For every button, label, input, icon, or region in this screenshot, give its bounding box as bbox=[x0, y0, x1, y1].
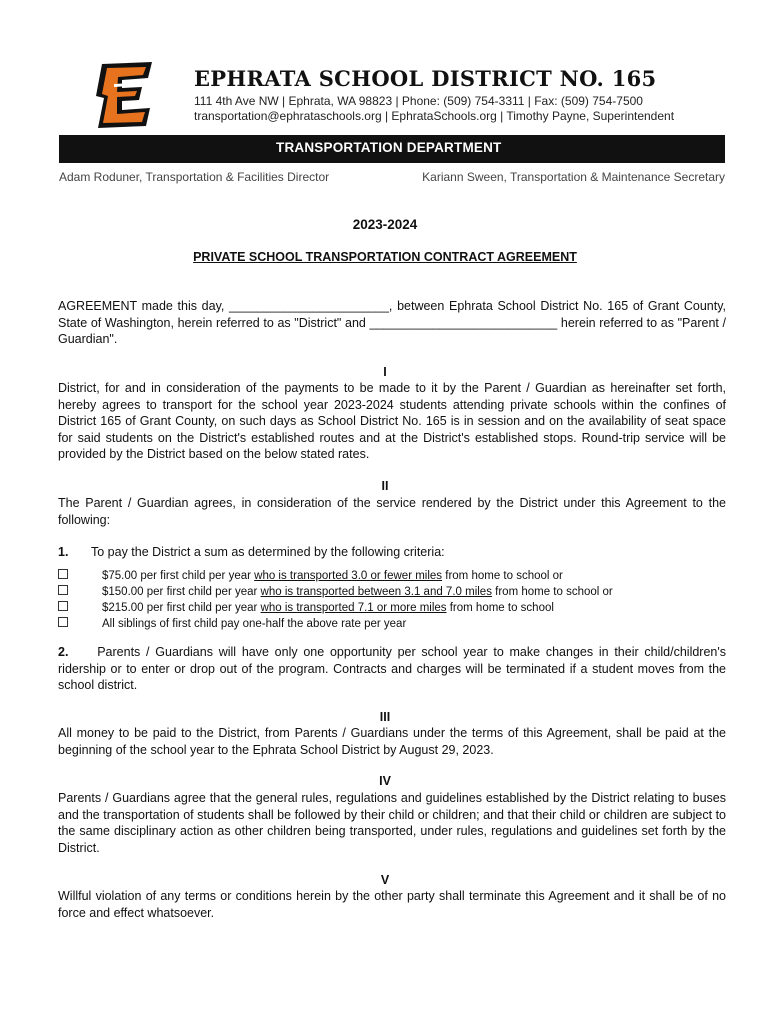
section-5-heading: V bbox=[380, 873, 390, 887]
school-year: 2023-2024 bbox=[352, 217, 418, 232]
district-address: 111 4th Ave NW | Ephrata, WA 98823 | Phone: (509) 754-3311 | Fax: (509) 754-7500 bbox=[194, 94, 643, 108]
section-3-heading: III bbox=[379, 710, 391, 724]
district-contact: transportation@ephrataschools.org | EphrataSchools.org | Timothy Payne, Superintendent bbox=[194, 109, 675, 123]
item-2-text: Parents / Guardians will have only one opportunity per school year to make changes in their child/children's ridership or to enter or drop out of the program. Contracts and charges will be terminated if a student moves from the school district. bbox=[58, 645, 726, 692]
item-2-number: 2. bbox=[58, 645, 69, 659]
intro-paragraph: AGREEMENT made this day, _______________________, between Ephrata School District No. 165 of Grant County, State of Washington, herein referred to as "District" and ___________________________ herein referred to as "Parent / Guardian". bbox=[58, 299, 726, 346]
item-2-paragraph bbox=[58, 644, 726, 694]
checkbox-icon bbox=[58, 585, 68, 595]
rate-item: All siblings of first child pay one-half the above rate per year bbox=[58, 616, 613, 632]
district-logo-icon bbox=[92, 58, 156, 130]
section-1-text: District, for and in consideration of the payments to be made to it by the Parent / Guardian as hereinafter set forth, hereby agrees to transport for the school year 2023-2024 students attending private schools within the confines of District 165 of Grant County, on such days as School District No. 165 is in session and on the availability of seat space for said students on the District's established routes and at the District's established stops. Round-trip service will be provided by the District based on the below stated rates. bbox=[58, 381, 726, 461]
section-3-text: All money to be paid to the District, from Parents / Guardians under the terms of this Agreement, shall be paid at the beginning of the school year to the Ephrata School District by August 29, 2023. bbox=[58, 726, 726, 757]
item-1-text: To pay the District a sum as determined by the following criteria: bbox=[91, 545, 445, 559]
document-title: PRIVATE SCHOOL TRANSPORTATION CONTRACT AGREEMENT bbox=[193, 250, 577, 264]
rate-list bbox=[58, 568, 613, 632]
checkbox-icon bbox=[58, 601, 68, 611]
section-4-heading: IV bbox=[379, 774, 391, 788]
item-1-number: 1. bbox=[58, 545, 69, 559]
director-name: Adam Roduner, Transportation & Facilities Director bbox=[59, 170, 330, 184]
section-2-text: The Parent / Guardian agrees, in consideration of the service rendered by the District under this Agreement to the following: bbox=[58, 496, 726, 527]
section-5-text: Willful violation of any terms or conditions herein by the other party shall terminate this Agreement and it shall be of no force and effect whatsoever. bbox=[58, 889, 726, 920]
section-2-heading: II bbox=[381, 479, 389, 493]
rate-item: $150.00 per first child per year who is transported between 3.1 and 7.0 miles from home to school or bbox=[58, 584, 613, 600]
section-4-text: Parents / Guardians agree that the general rules, regulations and guidelines established by the District relating to buses and the transportation of students shall be followed by their child or children; and that their child or children are subject to the same disciplinary action as other children being transported, under rules, regulations and guidelines set forth by the District. bbox=[58, 791, 726, 855]
department-title: TRANSPORTATION DEPARTMENT bbox=[276, 140, 502, 155]
rate-item: $75.00 per first child per year who is transported 3.0 or fewer miles from home to school or bbox=[58, 568, 613, 584]
checkbox-icon bbox=[58, 569, 68, 579]
department-banner bbox=[59, 135, 725, 163]
district-name: EPHRATA SCHOOL DISTRICT NO. 165 bbox=[194, 66, 657, 91]
rate-item: $215.00 per first child per year who is transported 7.1 or more miles from home to school bbox=[58, 600, 613, 616]
criteria-item bbox=[58, 545, 445, 559]
secretary-name: Kariann Sween, Transportation & Maintenance Secretary bbox=[422, 170, 725, 184]
checkbox-icon bbox=[58, 617, 68, 627]
section-1-heading: I bbox=[383, 365, 387, 379]
